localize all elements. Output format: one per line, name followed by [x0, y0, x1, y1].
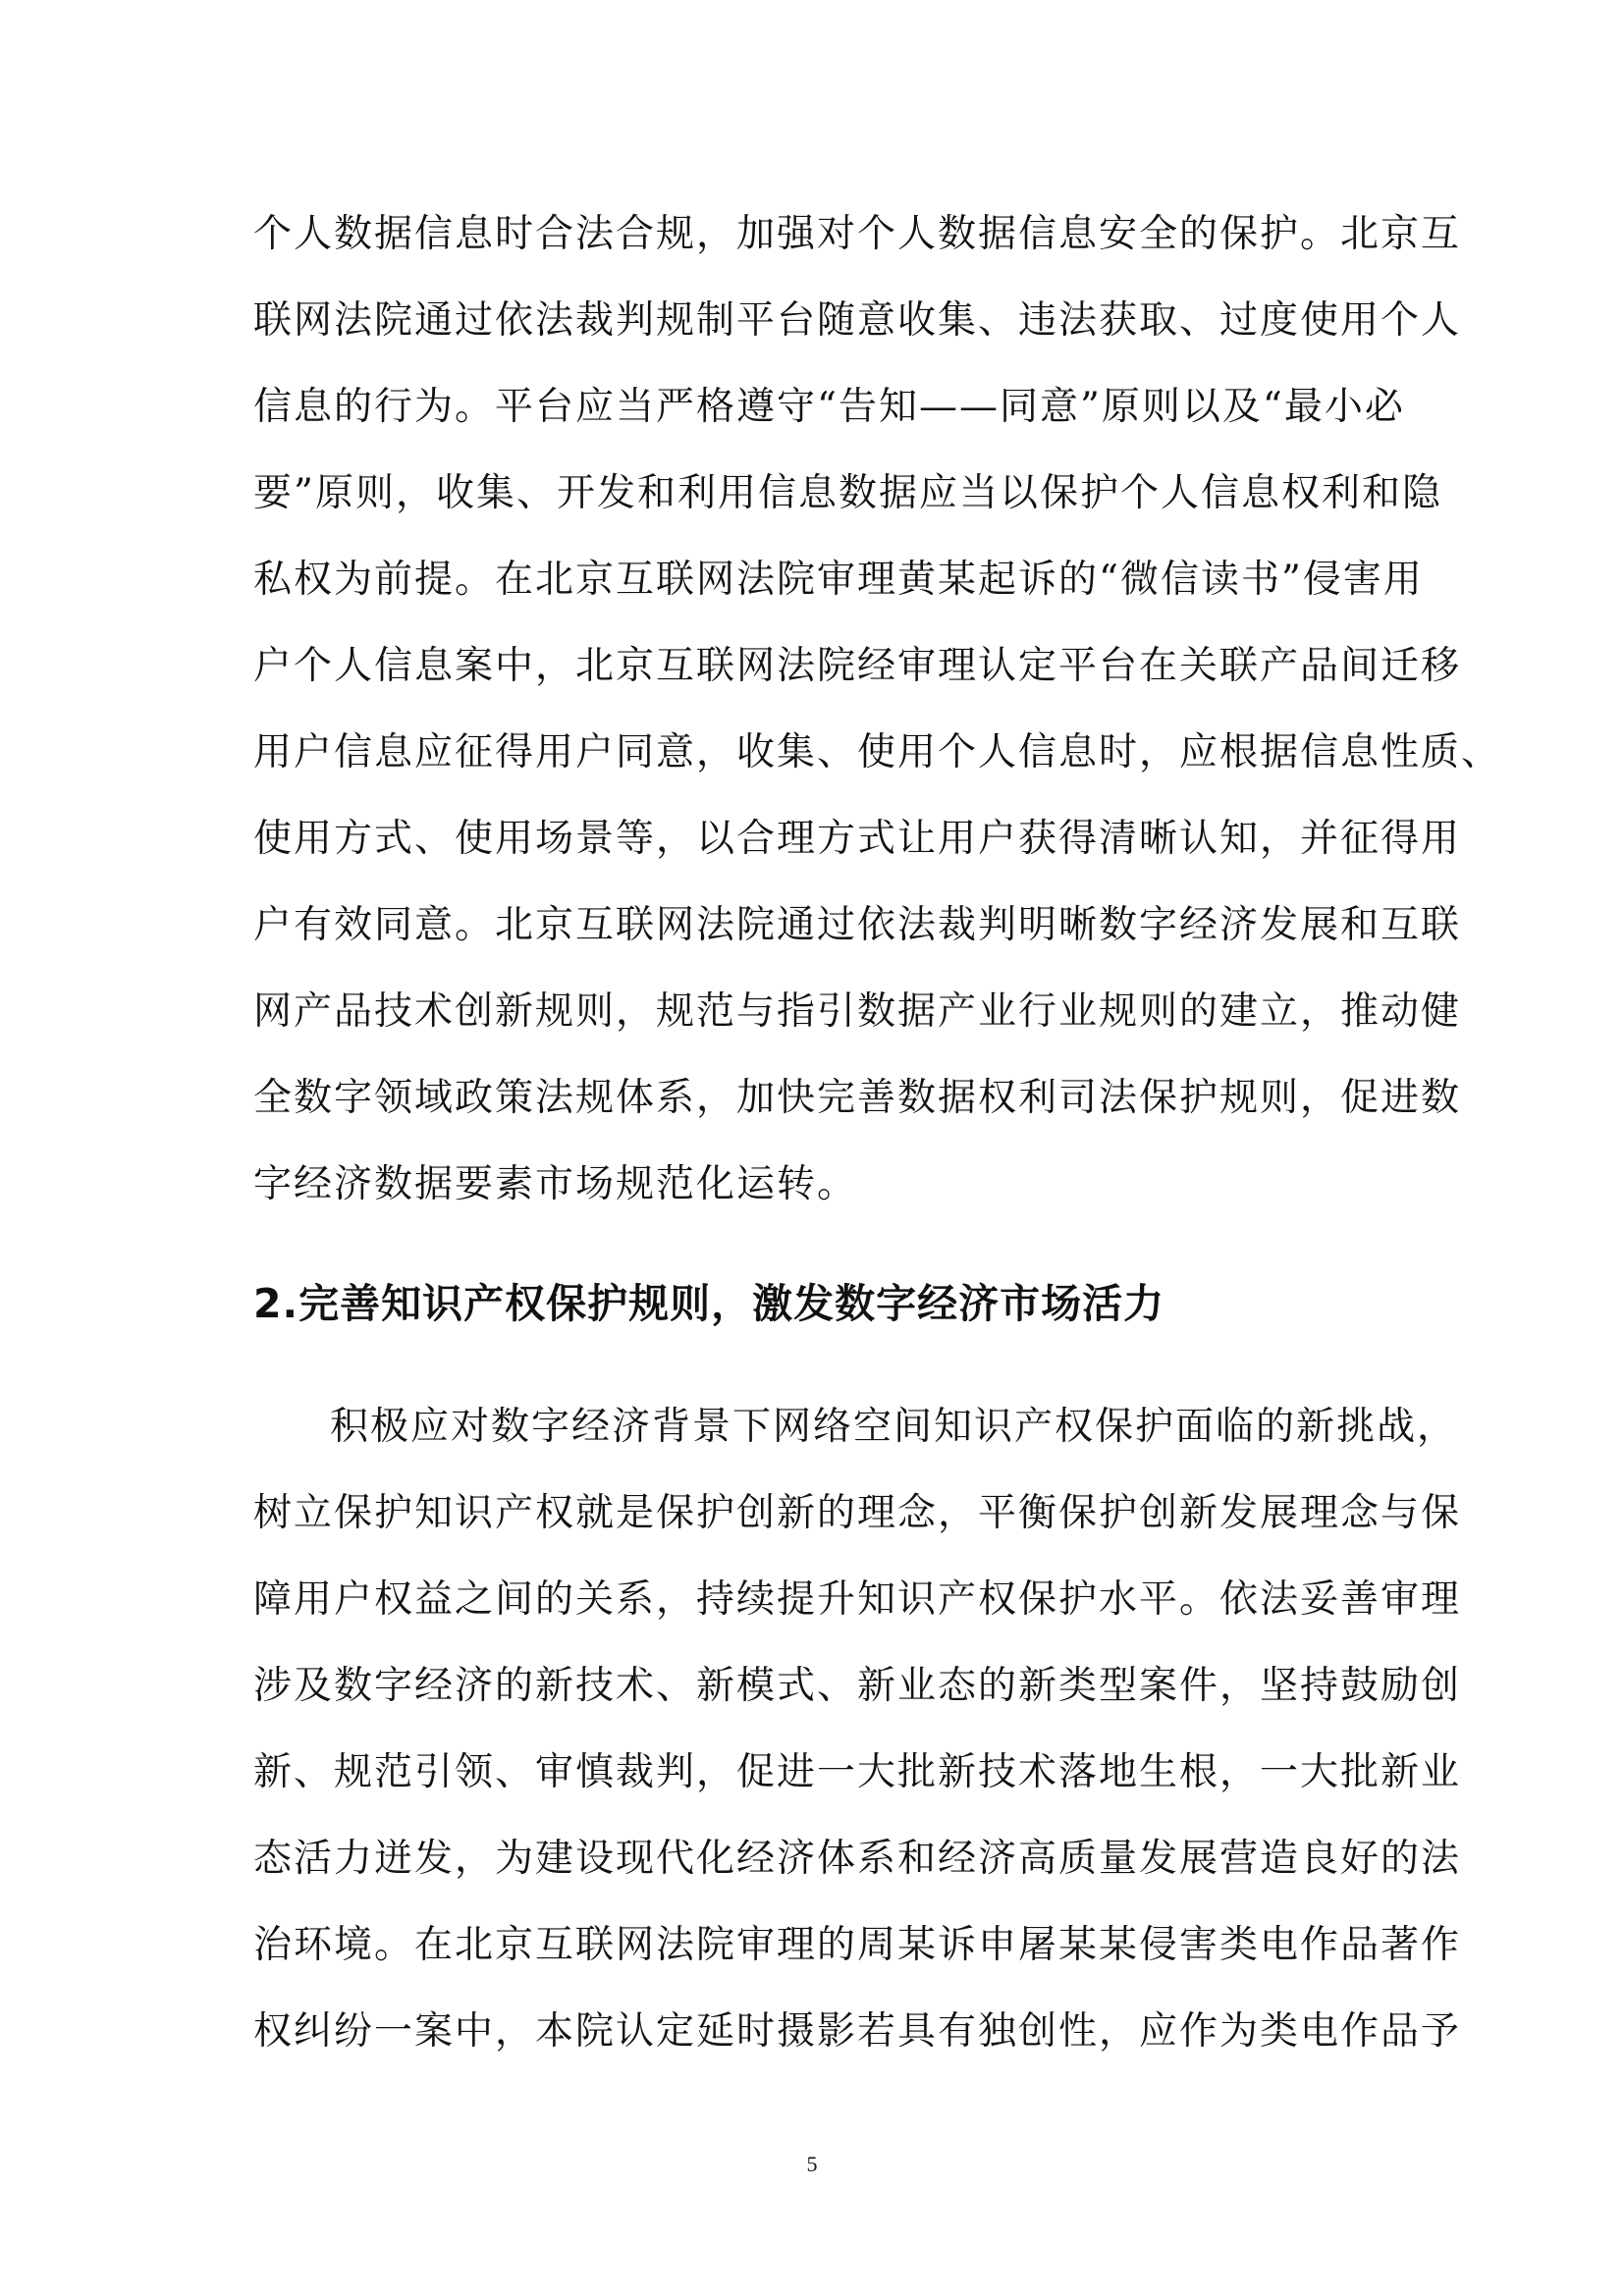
paragraph-line: 积极应对数字经济背景下网络空间知识产权保护面临的新挑战，	[330, 1405, 1458, 1449]
paragraph-line: 态活力迸发，为建设现代化经济体系和经济高质量发展营造良好的法	[253, 1837, 1462, 1881]
page-number: 5	[806, 2152, 818, 2176]
paragraph-line: 私权为前提。在北京互联网法院审理黄某起诉的“微信读书”侵害用	[253, 558, 1424, 602]
paragraph-line: 字经济数据要素市场规范化运转。	[253, 1162, 858, 1206]
paragraph-line: 联网法院通过依法裁判规制平台随意收集、违法获取、过度使用个人	[253, 298, 1462, 343]
section-heading: 2.完善知识产权保护规则，激发数字经济市场活力	[253, 1280, 1165, 1327]
paragraph-line: 治环境。在北京互联网法院审理的周某诉申屠某某侵害类电作品著作	[253, 1923, 1462, 1967]
paragraph-line: 要”原则，收集、开发和利用信息数据应当以保护个人信息权利和隐	[253, 471, 1442, 515]
paragraph-line: 户个人信息案中，北京互联网法院经审理认定平台在关联产品间迁移	[253, 644, 1462, 688]
paragraph-line: 障用户权益之间的关系，持续提升知识产权保护水平。依法妥善审理	[253, 1577, 1462, 1622]
paragraph-line: 信息的行为。平台应当严格遵守“告知——同意”原则以及“最小必	[253, 385, 1405, 429]
paragraph-line: 个人数据信息时合法合规，加强对个人数据信息安全的保护。北京互	[253, 212, 1462, 256]
paragraph-line: 涉及数字经济的新技术、新模式、新业态的新类型案件，坚持鼓励创	[253, 1664, 1462, 1708]
paragraph-line: 网产品技术创新规则，规范与指引数据产业行业规则的建立，推动健	[253, 989, 1462, 1034]
paragraph-line: 树立保护知识产权就是保护创新的理念，平衡保护创新发展理念与保	[253, 1491, 1462, 1535]
paragraph-line: 权纠纷一案中，本院认定延时摄影若具有独创性，应作为类电作品予	[253, 2009, 1462, 2054]
paragraph-line: 全数字领域政策法规体系，加快完善数据权利司法保护规则，促进数	[253, 1076, 1462, 1120]
paragraph-line: 户有效同意。北京互联网法院通过依法裁判明晰数字经济发展和互联	[253, 903, 1462, 947]
paragraph-line: 用户信息应征得用户同意，收集、使用个人信息时，应根据信息性质、	[253, 730, 1502, 774]
paragraph-line: 新、规范引领、审慎裁判，促进一大批新技术落地生根，一大批新业	[253, 1750, 1462, 1794]
paragraph-line: 使用方式、使用场景等，以合理方式让用户获得清晰认知，并征得用	[253, 817, 1462, 861]
